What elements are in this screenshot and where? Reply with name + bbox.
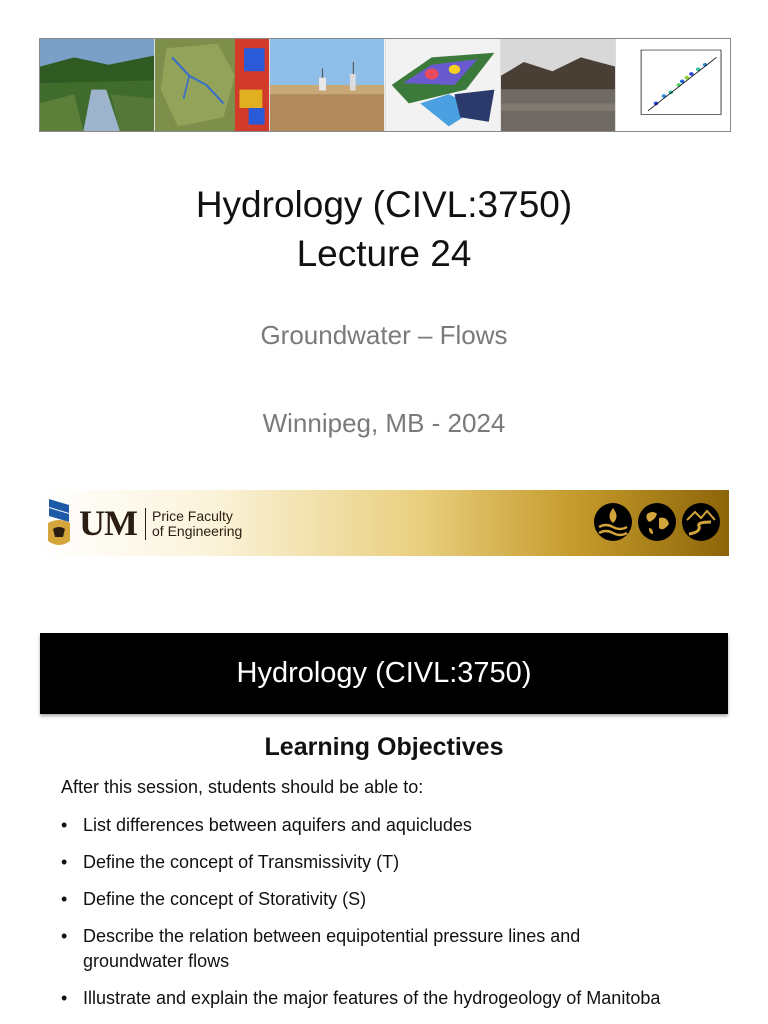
3d-model-render xyxy=(386,39,501,131)
objective-text: List differences between aquifers and aquicludes xyxy=(83,815,472,835)
course-title: Hydrology (CIVL:3750) xyxy=(195,184,573,225)
river-photo xyxy=(40,39,155,131)
um-wordmark: UM xyxy=(79,503,137,543)
logo-divider xyxy=(145,508,146,540)
objective-text: Illustrate and explain the major features of the hydrogeology of Manitoba xyxy=(83,988,661,1008)
faculty-line-2: of Engineering xyxy=(152,523,243,539)
list-item xyxy=(61,924,661,974)
list-item xyxy=(61,813,661,838)
flood-river-photo xyxy=(501,39,616,131)
lecture-number: Lecture 24 xyxy=(296,233,472,274)
objectives-intro: After this session, students should be able to: xyxy=(61,777,424,797)
watershed-map xyxy=(155,39,270,131)
lecture-title xyxy=(0,180,768,278)
lecture-location: Winnipeg, MB - 2024 xyxy=(262,408,506,438)
globe-icon xyxy=(637,502,677,542)
slide-header: Hydrology (CIVL:3750) xyxy=(40,633,728,714)
bullet-icon: • xyxy=(61,988,68,1008)
learning-objectives-heading: Learning Objectives xyxy=(264,733,504,761)
objectives-list xyxy=(61,813,661,1023)
objective-text: Define the concept of Storativity (S) xyxy=(83,889,367,909)
list-item xyxy=(61,887,661,912)
faculty-name xyxy=(152,509,242,539)
bullet-icon: • xyxy=(61,852,68,872)
bison-shield-icon xyxy=(45,497,73,549)
lecture-subtitle: Groundwater – Flows xyxy=(260,320,508,350)
bullet-icon: • xyxy=(61,889,68,909)
water-icon xyxy=(593,502,633,542)
objective-text: Define the concept of Transmissivity (T) xyxy=(83,852,400,872)
university-banner xyxy=(39,490,729,556)
bullet-icon: • xyxy=(61,815,68,835)
list-item xyxy=(61,850,661,875)
prairie-station-photo xyxy=(270,39,385,131)
header-image-banner xyxy=(39,38,731,132)
faculty-line-1: Price Faculty xyxy=(152,508,233,524)
scatter-plot xyxy=(616,39,730,131)
river-landscape-icon xyxy=(681,502,721,542)
environment-icons xyxy=(593,502,721,542)
objective-text: Describe the relation between equipotential pressure lines and groundwater flows xyxy=(83,926,581,971)
bullet-icon: • xyxy=(61,926,68,946)
list-item xyxy=(61,986,661,1011)
